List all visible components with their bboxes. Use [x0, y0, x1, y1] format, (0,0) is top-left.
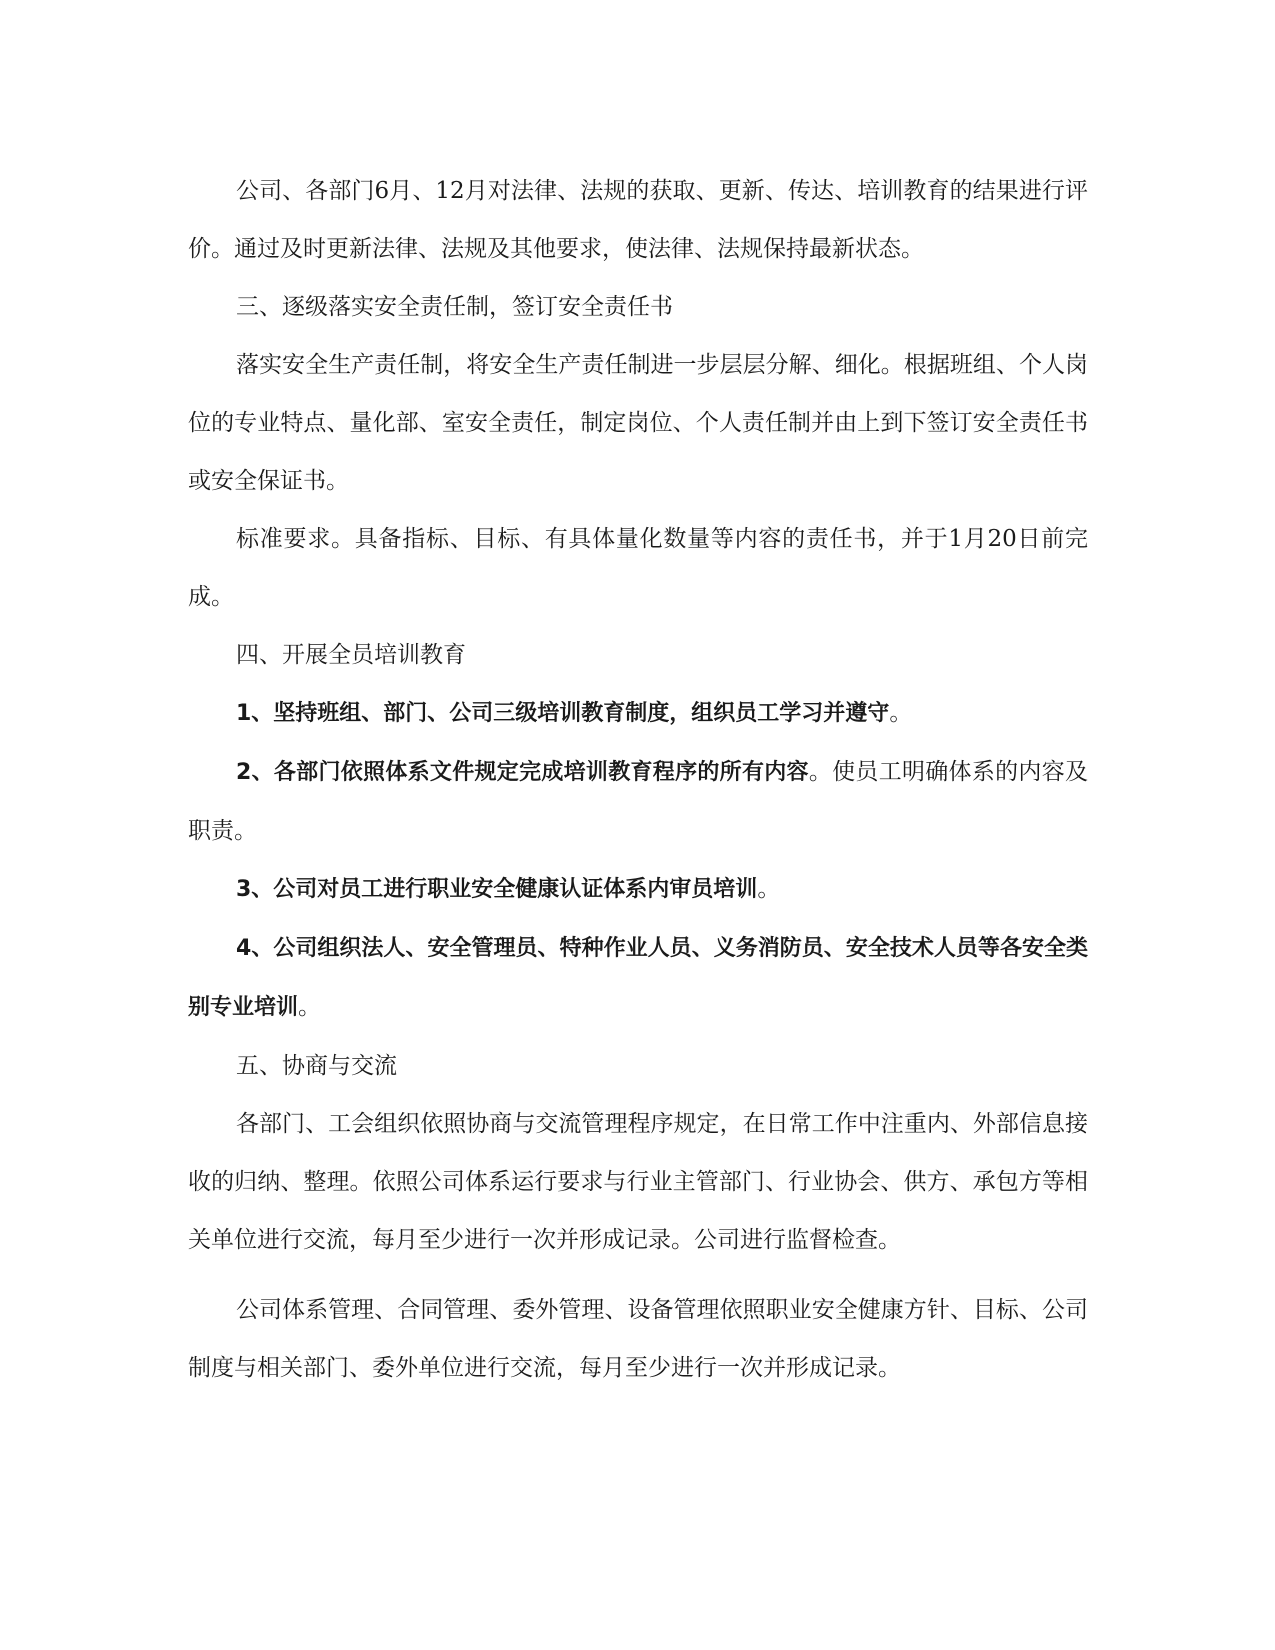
- paragraph-legal-evaluation: 公司、各部门6月、12月对法律、法规的获取、更新、传达、培训教育的结果进行评价。通过及时更新法律、法规及其他要求，使法律、法规保持最新状态。: [188, 178, 1088, 262]
- list-item-training-1-bold: 1、坚持班组、部门、公司三级培训教育制度，组织员工学习并遵守: [236, 701, 890, 726]
- list-item-training-1-rest: 。: [889, 700, 913, 726]
- paragraph-standard-requirements: 标准要求。具备指标、目标、有具体量化数量等内容的责任书，并于1月20日前完成。: [188, 526, 1088, 610]
- list-item-training-3: [188, 860, 1088, 919]
- section-heading-training: 四、开展全员培训教育: [236, 642, 466, 668]
- list-item-training-2-bold: 2、各部门依照体系文件规定完成培训教育程序的所有内容: [236, 760, 809, 785]
- list-item-training-4-bold: 4、公司组织法人、安全管理员、特种作业人员、义务消防员、安全技术人员等各安全类别专业培训: [188, 936, 1088, 1020]
- list-item-training-4-rest: 。: [298, 994, 322, 1020]
- section-heading-responsibility: 三、逐级落实安全责任制，签订安全责任书: [236, 294, 673, 320]
- section-heading-consultation: 五、协商与交流: [236, 1053, 397, 1079]
- list-item-training-1: [188, 684, 1088, 743]
- list-item-training-2: [188, 743, 1088, 860]
- paragraph-spacer: [188, 1269, 1088, 1281]
- list-item-training-4: [188, 919, 1088, 1037]
- paragraph-consultation-procedure: 各部门、工会组织依照协商与交流管理程序规定，在日常工作中注重内、外部信息接收的归纳、整理。依照公司体系运行要求与行业主管部门、行业协会、供方、承包方等相关单位进行交流，每月至少进行一次并形成记录。公司进行监督检查。: [188, 1111, 1088, 1253]
- list-item-training-2-rest: 。使员工明确体系的内容及职责。: [188, 759, 1089, 844]
- paragraph-responsibility-system: 落实安全生产责任制，将安全生产责任制进一步层层分解、细化。根据班组、个人岗位的专业特点、量化部、室安全责任，制定岗位、个人责任制并由上到下签订安全责任书或安全保证书。: [188, 352, 1088, 494]
- list-item-training-3-bold: 3、公司对员工进行职业安全健康认证体系内审员培训: [236, 877, 758, 902]
- document-body: [188, 162, 1088, 1397]
- list-item-training-3-rest: 。: [757, 876, 781, 902]
- paragraph-system-management: 公司体系管理、合同管理、委外管理、设备管理依照职业安全健康方针、目标、公司制度与相关部门、委外单位进行交流，每月至少进行一次并形成记录。: [188, 1297, 1088, 1381]
